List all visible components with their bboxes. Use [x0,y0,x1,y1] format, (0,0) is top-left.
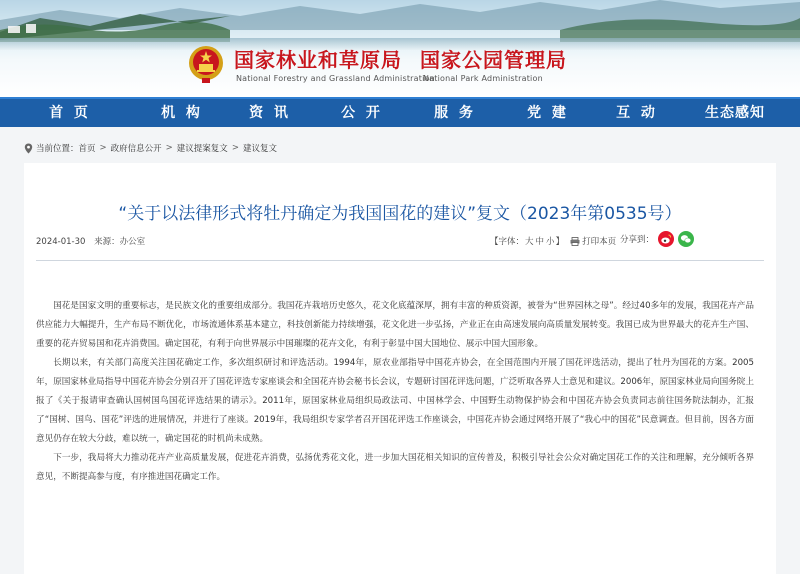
font-size-label: 【字体： [490,237,525,247]
breadcrumb-proposals[interactable]: 建议提案复文 [176,144,228,154]
nav-item-interaction[interactable]: 互 动 [616,105,658,121]
share-bar [620,231,694,247]
nav-item-party[interactable]: 党 建 [527,105,569,121]
nav-item-home[interactable]: 首 页 [49,105,91,121]
article-card [24,163,776,574]
article-title: “关于以法律形式将牡丹确定为我国国花的建议”复文（2023年第0535号） [118,204,682,224]
article-paragraph: 长期以来，有关部门高度关注国花确定工作，多次组织研讨和评选活动。1994年，原农业部指导中国花卉协会，在全国范围内开展了国花评选活动，提出了牡丹为国花的方案。2005年，原国家林业局指导中国花卉协会分别召开了国花评选专家座谈会和全国花卉协会秘书长会议，专题研讨国花评选问题，广泛听取各界人士意见和建议。2006年，原国家林业局向国务院上报了《关于报请审查确认国树国鸟国花评选结果的请示》。2011年，原国家林业局组织局政法司、中国林学会、中国野生动物保护协会和中国花卉协会负责同志前往国务院法制办，汇报了“国树、国鸟、国花”评选的进展情况，并进行了座谈。2019年，我局组织专家学者召开国花评选工作座谈会，中国花卉协会通过网络开展了“我心中的国花”民意调查。但目前，因各方面意见仍存在较大分歧，难以统一，确定国花的时机尚未成熟。 [36,358,754,444]
nav-item-news[interactable]: 资 讯 [249,105,291,121]
font-size-controls [490,235,616,247]
article-meta [36,235,151,247]
font-size-small-button[interactable]: 小 [546,237,555,247]
font-size-close-bracket: 】 [555,237,565,247]
wechat-icon[interactable] [678,231,694,247]
header-banner [0,0,800,97]
breadcrumb-suggestion-replies[interactable]: 建议复文 [242,144,277,154]
agency-name-forestry-en: National Forestry and Grassland Administration [236,74,435,83]
breadcrumb-gov-info[interactable]: 政府信息公开 [110,144,162,154]
print-icon [570,237,580,246]
breadcrumb-separator: > [165,143,173,153]
breadcrumb-separator: > [99,143,107,153]
publish-date: 2024-01-30 [36,237,86,247]
article-paragraph: 下一步，我局将大力推动花卉产业高质量发展，促进花卉消费，弘扬优秀花文化，进一步加大国花相关知识的宣传普及，积极引导社会公众对确定国花工作的关注和理解，充分倾听各界意见，不断提高参与度，有序推进国花确定工作。 [36,453,754,482]
main-nav [0,97,800,127]
font-size-medium-button[interactable]: 中 [535,237,545,247]
share-label: 分享到： [620,235,655,245]
nav-item-service[interactable]: 服 务 [434,105,476,121]
agency-name-park: 国家公园管理局 [420,48,567,72]
national-emblem-icon [188,44,224,84]
agency-name-park-en: National Park Administration [423,74,543,83]
breadcrumb [24,142,277,154]
breadcrumb-separator: > [231,143,239,153]
nav-item-ecology[interactable]: 生态感知 [705,105,765,121]
location-pin-icon [24,143,33,154]
print-label: 打印本页 [582,237,617,247]
meta-divider [36,260,764,261]
agency-name-forestry: 国家林业和草原局 [234,48,402,72]
nav-item-public[interactable]: 公 开 [341,105,383,121]
nav-item-organization[interactable]: 机 构 [161,105,203,121]
font-size-large-button[interactable]: 大 [525,237,534,247]
print-button[interactable] [570,235,616,247]
breadcrumb-label: 当前位置： [36,144,79,154]
article-source: 来源：办公室 [94,237,146,247]
breadcrumb-home[interactable]: 首页 [78,144,96,154]
article-paragraph: 国花是国家文明的重要标志，是民族文化的重要组成部分。我国花卉栽培历史悠久，花文化底蕴深厚，拥有丰富的种质资源，被誉为“世界园林之母”。经过40多年的发展，我国花卉产品供应能力大幅提升，生产布局不断优化，市场流通体系基本建立，科技创新能力持续增强，花文化进一步弘扬，产业正在由高速发展向高质量发展转变。我国已成为世界最大的花卉生产国、重要的花卉贸易国和花卉消费国。确定国花，有利于向世界展示中国璀璨的花卉文化，有利于彰显中国大国地位、展示中国大国形象。 [36,301,754,349]
article-body [36,297,754,487]
weibo-icon[interactable] [658,231,674,247]
